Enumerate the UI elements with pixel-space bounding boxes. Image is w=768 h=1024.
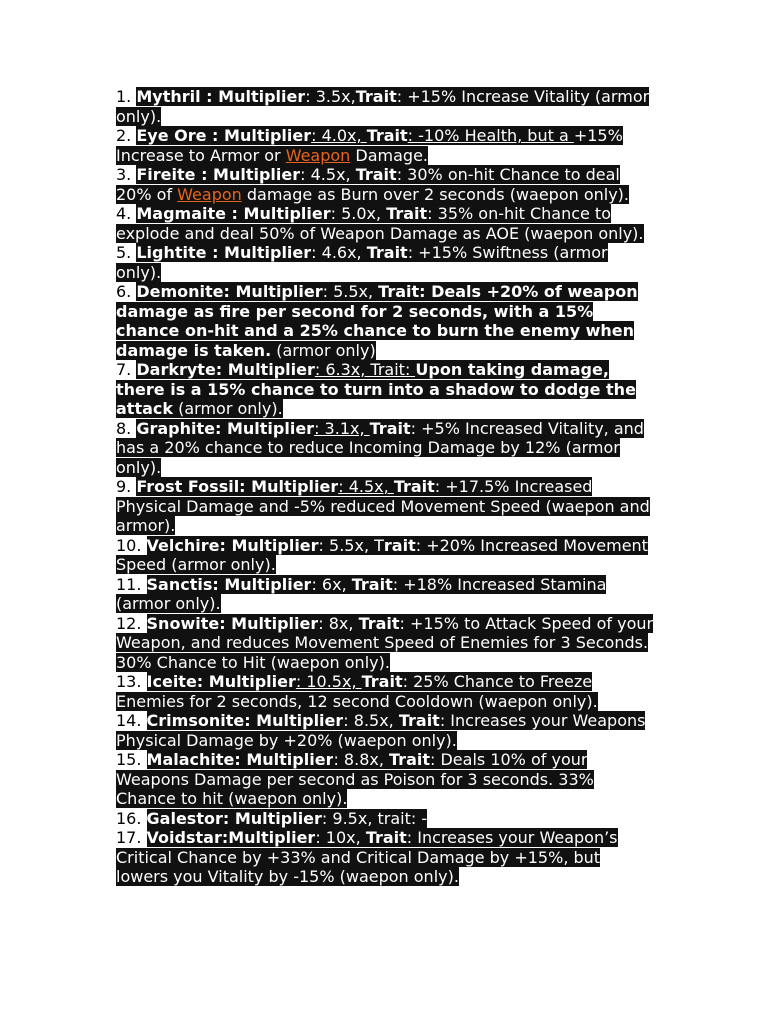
entry-bold-text: Trait <box>386 204 428 223</box>
entry-number: 9. <box>116 477 137 496</box>
entry-number: 11. <box>116 574 147 594</box>
entry-text: : 8.8x, <box>333 750 390 769</box>
entry-bold-text: Trait <box>365 828 407 847</box>
entry-bold-text: Upon taking damage, there is a 15% chance to turn into a shadow to dodge the attack <box>116 360 636 418</box>
ore-entry <box>116 126 656 165</box>
entry-number: 12. <box>116 613 147 633</box>
entry-text: +15% Increase to Armor or <box>116 126 623 165</box>
entry-bold-text: Trait <box>389 750 430 769</box>
document-body <box>116 87 656 887</box>
entry-bold-text: Iceite: Multiplier <box>146 672 296 691</box>
entry-text: : +15% Swiftness (armor only). <box>116 243 608 282</box>
entry-text: : 4.0x, <box>311 126 367 145</box>
entry-text: : Increases your Weapon’s Critical Chance by +33% and Critical Damage by +15%, but lowers you Vitality by -15% (waepon only). <box>116 828 618 886</box>
ore-entry <box>116 282 656 360</box>
entry-bold-text: Trait <box>361 672 403 691</box>
ore-entry <box>116 828 656 887</box>
entry-text: : 3.5x, <box>305 87 356 106</box>
entry-text: : 4.5x, <box>338 477 394 496</box>
entry-bold-text: Trait <box>355 87 397 106</box>
ore-entry <box>116 750 656 809</box>
ore-entry <box>116 575 656 614</box>
entry-text: : +15% to Attack Speed of your Weapon, and reduces Movement Speed of Enemies for 3 Seconds. 30% Chance to Hit (waepon only). <box>116 613 654 672</box>
entry-bold-text: Trait: Deals +20% of weapon damage as fire per second for 2 seconds, with a 15% chance on-hit and a 25% chance to burn the enemy when damage is taken. <box>116 282 638 360</box>
entry-bold-text: Trait <box>366 243 408 262</box>
weapon-link[interactable]: Weapon <box>177 184 242 204</box>
entry-bold-text: Trait <box>358 613 400 633</box>
entry-number: 10. <box>116 535 147 555</box>
entry-text: : 5.5x, <box>322 282 379 301</box>
entry-bold-text: Trait <box>398 711 440 730</box>
entry-text: : 4.6x, <box>311 243 367 262</box>
entry-text: : +15% Increase Vitality (armor only). <box>116 87 650 126</box>
entry-bold-text: Graphite: Multiplier <box>136 418 315 438</box>
weapon-link[interactable]: Weapon <box>285 145 351 165</box>
entry-text: Damage. <box>350 145 428 165</box>
ore-entry <box>116 536 656 575</box>
entry-bold-text: Mythril : Multiplier <box>136 87 306 106</box>
ore-entry <box>116 87 656 126</box>
entry-bold-text: Snowite: Multiplier <box>146 613 319 633</box>
entry-number: 7. <box>116 360 137 379</box>
entry-text: : 10.5x, <box>295 672 362 691</box>
entry-text: : 9.5x, trait: - <box>321 808 428 828</box>
entry-number: 6. <box>116 282 137 301</box>
entry-bold-text: Magmaite : Multiplier <box>136 204 331 223</box>
entry-text: : 10x, <box>315 828 366 847</box>
entry-bold-text: Velchire: Multiplier <box>146 535 319 555</box>
entry-text: : 8.5x, <box>343 711 399 730</box>
ore-entry <box>116 809 656 829</box>
entry-text: (armor only) <box>271 340 376 360</box>
entry-text: damage as Burn over 2 seconds (waepon only). <box>241 184 630 204</box>
entry-bold-text: Galestor: Multiplier <box>146 808 322 828</box>
entry-bold-text: Trait <box>351 574 393 594</box>
entry-text: : Increases your Weapons Physical Damage by +20% (waepon only). <box>116 711 646 750</box>
entry-number: 3. <box>116 165 137 184</box>
entry-number: 8. <box>116 418 137 438</box>
entry-bold-text: Trait <box>355 165 397 184</box>
entry-bold-text: Sanctis: Multiplier <box>146 574 312 594</box>
entry-text: : -10% Health, but a <box>407 126 574 145</box>
entry-text: : 6.3x, Trait: <box>314 360 416 379</box>
entry-text: : 25% Chance to Freeze Enemies for 2 seconds, 12 second Cooldown (waepon only). <box>116 672 598 711</box>
entry-text: : +5% Increased Vitality, and has a 20% chance to reduce Incoming Damage by 12% (armor only). <box>116 418 644 477</box>
entry-bold-text: Crimsonite: Multiplier <box>146 711 344 730</box>
entry-bold-text: Voidstar:Multiplier <box>146 828 316 847</box>
entry-bold-text: Trait <box>393 477 435 496</box>
ore-entry <box>116 672 656 711</box>
entry-number: 17. <box>116 828 147 847</box>
ore-entry <box>116 614 656 673</box>
entry-bold-text: Trait <box>366 126 408 145</box>
ore-entry <box>116 243 656 282</box>
entry-text: : 8x, <box>318 613 359 633</box>
entry-text: : +18% Increased Stamina (armor only). <box>116 574 607 613</box>
ore-entry <box>116 477 656 536</box>
entry-bold-text: Trait <box>369 418 411 438</box>
entry-bold-text: Demonite: Multiplier <box>136 282 323 301</box>
entry-text: : 5.0x, <box>330 204 387 223</box>
entry-text: : +17.5% Increased Physical Damage and -5% reduced Movement Speed (waepon and armor). <box>116 477 650 535</box>
entry-number: 1. <box>116 87 137 106</box>
entry-number: 13. <box>116 672 147 691</box>
entry-text: : 30% on-hit Chance to deal 20% of <box>116 165 620 204</box>
entry-number: 5. <box>116 243 137 262</box>
entry-text: : 4.5x, <box>300 165 356 184</box>
entry-bold-text: Darkryte: Multiplier <box>136 360 315 379</box>
entry-text: : 35% on-hit Chance to explode and deal 50% of Weapon Damage as AOE (waepon only). <box>116 204 644 243</box>
ore-entry <box>116 419 656 478</box>
entry-text: : 6x, <box>311 574 352 594</box>
entry-text: : 3.1x, <box>314 418 370 438</box>
ore-entry <box>116 165 656 204</box>
entry-bold-text: Lightite : Multiplier <box>136 243 312 262</box>
ore-entry <box>116 204 656 243</box>
entry-number: 4. <box>116 204 137 223</box>
entry-number: 2. <box>116 126 137 145</box>
ore-entry <box>116 711 656 750</box>
entry-bold-text: rait <box>383 535 416 555</box>
entry-bold-text: Frost Fossil: Multiplier <box>136 477 339 496</box>
entry-bold-text: Eye Ore : Multiplier <box>136 126 312 145</box>
entry-text: : Deals 10% of your Weapons Damage per second as Poison for 3 seconds. 33% Chance to hit (waepon only). <box>116 750 594 808</box>
entry-number: 16. <box>116 808 147 828</box>
entry-number: 14. <box>116 711 147 730</box>
entry-bold-text: Fireite : Multiplier <box>136 165 301 184</box>
entry-number: 15. <box>116 750 147 769</box>
entry-text: : 5.5x, T <box>318 535 384 555</box>
entry-bold-text: Malachite: Multiplier <box>146 750 334 769</box>
ore-entry <box>116 360 656 419</box>
entry-text: (armor only). <box>173 399 283 418</box>
entry-text: : +20% Increased Movement Speed (armor only). <box>116 535 648 574</box>
